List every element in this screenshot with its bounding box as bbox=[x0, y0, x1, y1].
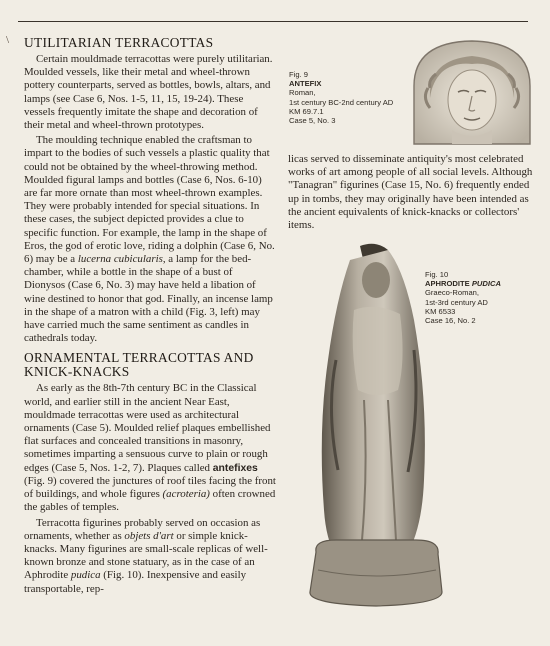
figure-line: Case 16, No. 2 bbox=[425, 316, 476, 326]
text-run: (Fig. 10). Inexpensive and easily transportable, rep- bbox=[24, 569, 247, 595]
text-run: , a lamp for the bed-chamber, while a bottle in the shape of a bust of Dionysos (Case 6, No. 3) may have held a libation of wine destined to honor that god. Finally, an incense lamp in the shape of a matron with a child (Fig. 3, left) may have carried much the same sentiment as candles in cathedrals today. bbox=[24, 253, 273, 345]
paragraph-ornamental-2 bbox=[24, 517, 276, 596]
text-run: or simple knick-knacks. Many figurines are small-scale replicas of well-known bronze and stone statuary, as in the case of an Aphrodite bbox=[24, 529, 268, 582]
italic-term: lucerna cubicularis bbox=[77, 253, 163, 266]
figure-line: KM 6533 bbox=[425, 306, 456, 316]
text-run: As early as the 8th-7th century BC in the Classical world, and earlier still in the ancient Near East, mouldmade terracottas were used as architectural ornaments (Case 5). Moulded relief plaques embellished flat surfaces and concealed transitions in masonry, sometimes imparting a sensuous curve to plain or rough edges (Case 5, Nos. 1-2, 7). Plaques called bbox=[24, 382, 271, 474]
section-heading-ornamental: ORNAMENTAL TERRACOTTAS AND KNICK-KNACKS bbox=[24, 350, 254, 380]
figure-line: 1st century BC-2nd century AD bbox=[289, 97, 394, 107]
text-run: The moulding technique enabled the craftsman to impart to the bodies of such vessels a plastic quality that could not be obtained by the wheel-throwing method. Moulded figural lamps and bottles (Case 6, Nos. 6-10) are far more ornate than most wheel-thrown examples. They were probably intended for special situations. In these cases, the subject depicted provides a clue to specific function. For example, the lamp in the shape of Eros, the god of erotic love, riding a dolphin (Case 6, No. 6) may be a bbox=[24, 134, 275, 266]
top-rule bbox=[18, 21, 528, 22]
text-run: Terracotta figurines probably served on occasion as ornaments, whether as bbox=[24, 516, 261, 542]
figure-line: Case 5, No. 3 bbox=[289, 116, 336, 126]
paragraph-utilitarian-2 bbox=[24, 134, 276, 345]
figure-line: 1st-3rd century AD bbox=[425, 297, 488, 307]
paragraph-replicas: licas served to disseminate antiquity's most celebrated works of art among people of all social levels. Although "Tanagran" figurines (Case 15, No. 6) frequently ended up in tombs, they may originally have been intended as the ancient equivalents of knick-knacks or collectors' items. bbox=[288, 153, 533, 232]
right-column-text bbox=[288, 153, 538, 232]
antefix-relief-photo bbox=[408, 38, 536, 146]
title-text: APHRODITE bbox=[425, 279, 470, 289]
left-column bbox=[24, 36, 276, 596]
figure-title: ANTEFIX bbox=[289, 79, 322, 89]
paragraph-utilitarian-1: Certain mouldmade terracottas were purely utilitarian. Moulded vessels, like their metal and wheel-thrown pottery counterparts, served as bottles, bowls, altars, and lamps (see Case 6, Nos. 1-5, 11, 15, 19-24). These vessels frequently imitate the shape and decoration of their metal and wheel-thrown prototypes. bbox=[24, 53, 273, 132]
text-run: (Fig. 9) covered the junctures of roof tiles facing the front of buildings, and whole figures bbox=[24, 474, 276, 501]
figure-line: KM 69.7.1 bbox=[289, 106, 324, 116]
italic-term: (acroteria) bbox=[162, 488, 210, 501]
section-heading-utilitarian: UTILITARIAN TERRACOTTAS bbox=[24, 35, 214, 50]
keyword-antefixes: antefixes bbox=[212, 462, 258, 474]
figure-9-caption bbox=[289, 70, 414, 125]
figure-line: Graeco-Roman, bbox=[425, 288, 480, 298]
figure-line: Roman, bbox=[289, 88, 316, 98]
italic-term: objets d'art bbox=[124, 529, 174, 542]
margin-mark: \ bbox=[6, 34, 10, 46]
italic-term: pudica bbox=[70, 569, 101, 582]
text-run: often crowned the gables of temples. bbox=[24, 488, 276, 514]
aphrodite-statue-photo bbox=[296, 240, 456, 608]
figure-number: Fig. 9 bbox=[289, 70, 308, 79]
paragraph-ornamental-1 bbox=[24, 382, 276, 514]
title-term: PUDICA bbox=[471, 279, 501, 289]
figure-number: Fig. 10 bbox=[425, 270, 449, 279]
